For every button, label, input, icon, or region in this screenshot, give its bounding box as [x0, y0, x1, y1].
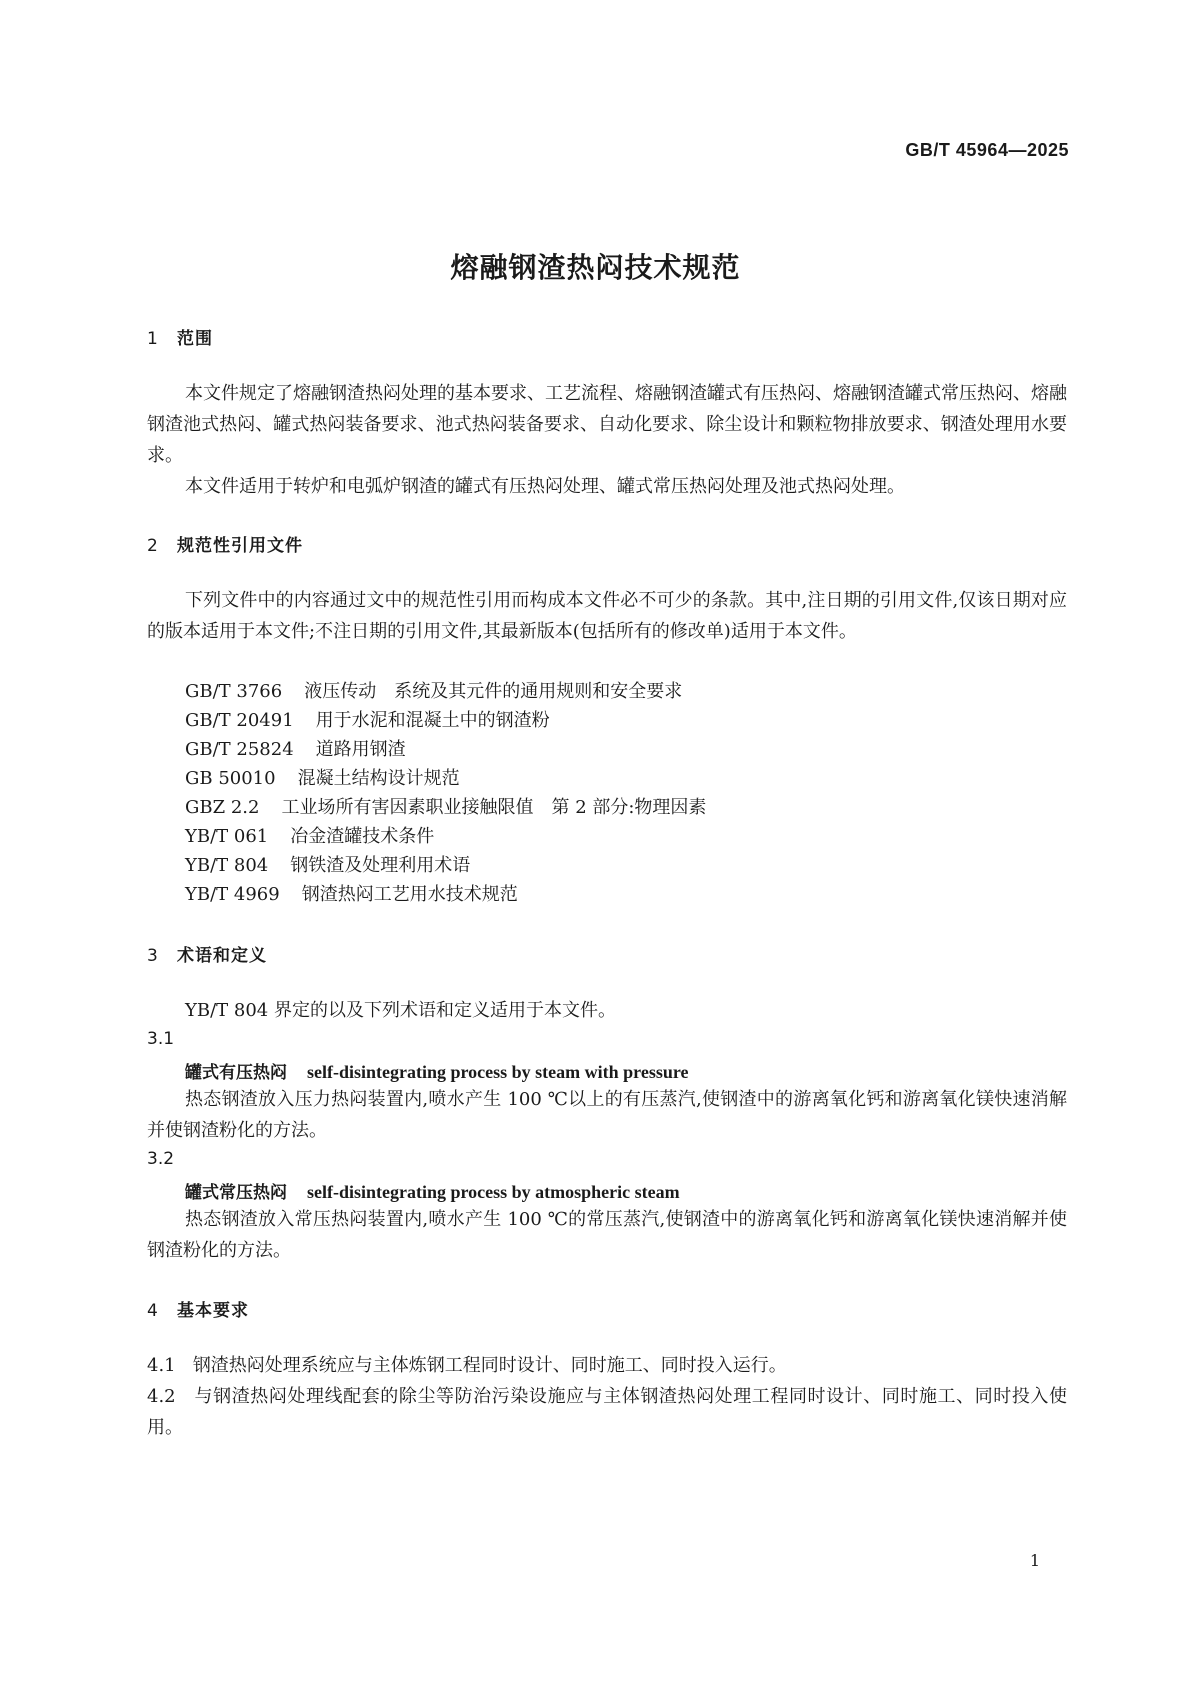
reference-item	[185, 880, 518, 906]
term-heading	[185, 1058, 689, 1083]
reference-item	[185, 764, 460, 790]
reference-item	[185, 706, 550, 732]
reference-item	[185, 735, 406, 761]
section-1-paragraph-1: 本文件规定了熔融钢渣热闷处理的基本要求、工艺流程、熔融钢渣罐式有压热闷、熔融钢渣罐式常压热闷、熔融钢渣池式热闷、罐式热闷装备要求、池式热闷装备要求、自动化要求、除尘设计和颗粒物排放要求、钢渣处理用水要求。	[147, 383, 1067, 466]
section-number: 4	[147, 1301, 159, 1321]
reference-code: GB/T 25824	[185, 739, 294, 760]
reference-item	[185, 851, 470, 877]
reference-title: 钢铁渣及处理利用术语	[290, 855, 471, 876]
term-chinese: 罐式有压热闷	[185, 1063, 287, 1083]
section-title: 基本要求	[177, 1301, 249, 1321]
clause-number: 4.1	[147, 1355, 176, 1376]
reference-title: 混凝土结构设计规范	[297, 768, 460, 789]
section-number: 2	[147, 536, 159, 556]
reference-code: YB/T 4969	[185, 884, 280, 905]
section-title: 规范性引用文件	[177, 536, 303, 556]
clause-text: 钢渣热闷处理系统应与主体炼钢工程同时设计、同时施工、同时投入运行。	[192, 1355, 787, 1376]
term-definition: 热态钢渣放入压力热闷装置内,喷水产生 100 ℃以上的有压蒸汽,使钢渣中的游离氧化钙和游离氧化镁快速消解并使钢渣粉化的方法。	[147, 1089, 1067, 1141]
term-chinese: 罐式常压热闷	[185, 1183, 287, 1203]
reference-code: GB/T 3766	[185, 681, 283, 702]
section-3-heading	[147, 941, 267, 966]
clause-text: 与钢渣热闷处理线配套的除尘等防治污染设施应与主体钢渣热闷处理工程同时设计、同时施工、同时投入使用。	[147, 1386, 1068, 1438]
section-3-intro: YB/T 804 界定的以及下列术语和定义适用于本文件。	[185, 1000, 616, 1021]
section-2-heading	[147, 531, 303, 556]
page-number: 1	[1029, 1551, 1040, 1570]
section-4-heading	[147, 1296, 249, 1321]
clause-number: 4.2	[147, 1386, 176, 1407]
reference-title: 钢渣热闷工艺用水技术规范	[301, 884, 518, 905]
term-number: 3.2	[147, 1149, 175, 1169]
reference-title: 液压传动 系统及其元件的通用规则和安全要求	[304, 681, 683, 702]
section-number: 1	[147, 329, 159, 349]
reference-item	[185, 677, 682, 703]
reference-item	[185, 793, 706, 819]
section-1-heading	[147, 324, 213, 349]
reference-code: GB/T 20491	[185, 710, 294, 731]
clause-4-2	[147, 1381, 1067, 1443]
section-1-paragraph-2: 本文件适用于转炉和电弧炉钢渣的罐式有压热闷处理、罐式常压热闷处理及池式热闷处理。	[185, 476, 905, 497]
reference-code: GBZ 2.2	[185, 797, 260, 818]
reference-item	[185, 822, 434, 848]
section-number: 3	[147, 946, 159, 966]
document-title: 熔融钢渣热闷技术规范	[450, 251, 741, 284]
term-heading	[185, 1178, 680, 1203]
reference-code: YB/T 061	[185, 826, 269, 847]
reference-code: GB 50010	[185, 768, 276, 789]
section-title: 术语和定义	[177, 946, 267, 966]
term-definition: 热态钢渣放入常压热闷装置内,喷水产生 100 ℃的常压蒸汽,使钢渣中的游离氧化钙和游离氧化镁快速消解并使钢渣粉化的方法。	[147, 1209, 1067, 1261]
reference-title: 道路用钢渣	[315, 739, 406, 760]
standard-code: GB/T 45964—2025	[905, 140, 1069, 160]
section-2-paragraph-1: 下列文件中的内容通过文中的规范性引用而构成本文件必不可少的条款。其中,注日期的引用文件,仅该日期对应的版本适用于本文件;不注日期的引用文件,其最新版本(包括所有的修改单)适用于本文件。	[147, 590, 1067, 642]
reference-title: 冶金渣罐技术条件	[290, 826, 435, 847]
clause-4-1	[147, 1350, 1067, 1381]
section-title: 范围	[177, 329, 213, 349]
reference-code: YB/T 804	[185, 855, 269, 876]
reference-title: 用于水泥和混凝土中的钢渣粉	[315, 710, 550, 731]
term-number: 3.1	[147, 1029, 175, 1049]
reference-title: 工业场所有害因素职业接触限值 第 2 部分:物理因素	[281, 797, 707, 818]
term-english: self-disintegrating process by atmospheric steam	[307, 1182, 680, 1202]
term-english: self-disintegrating process by steam with pressure	[307, 1062, 689, 1082]
